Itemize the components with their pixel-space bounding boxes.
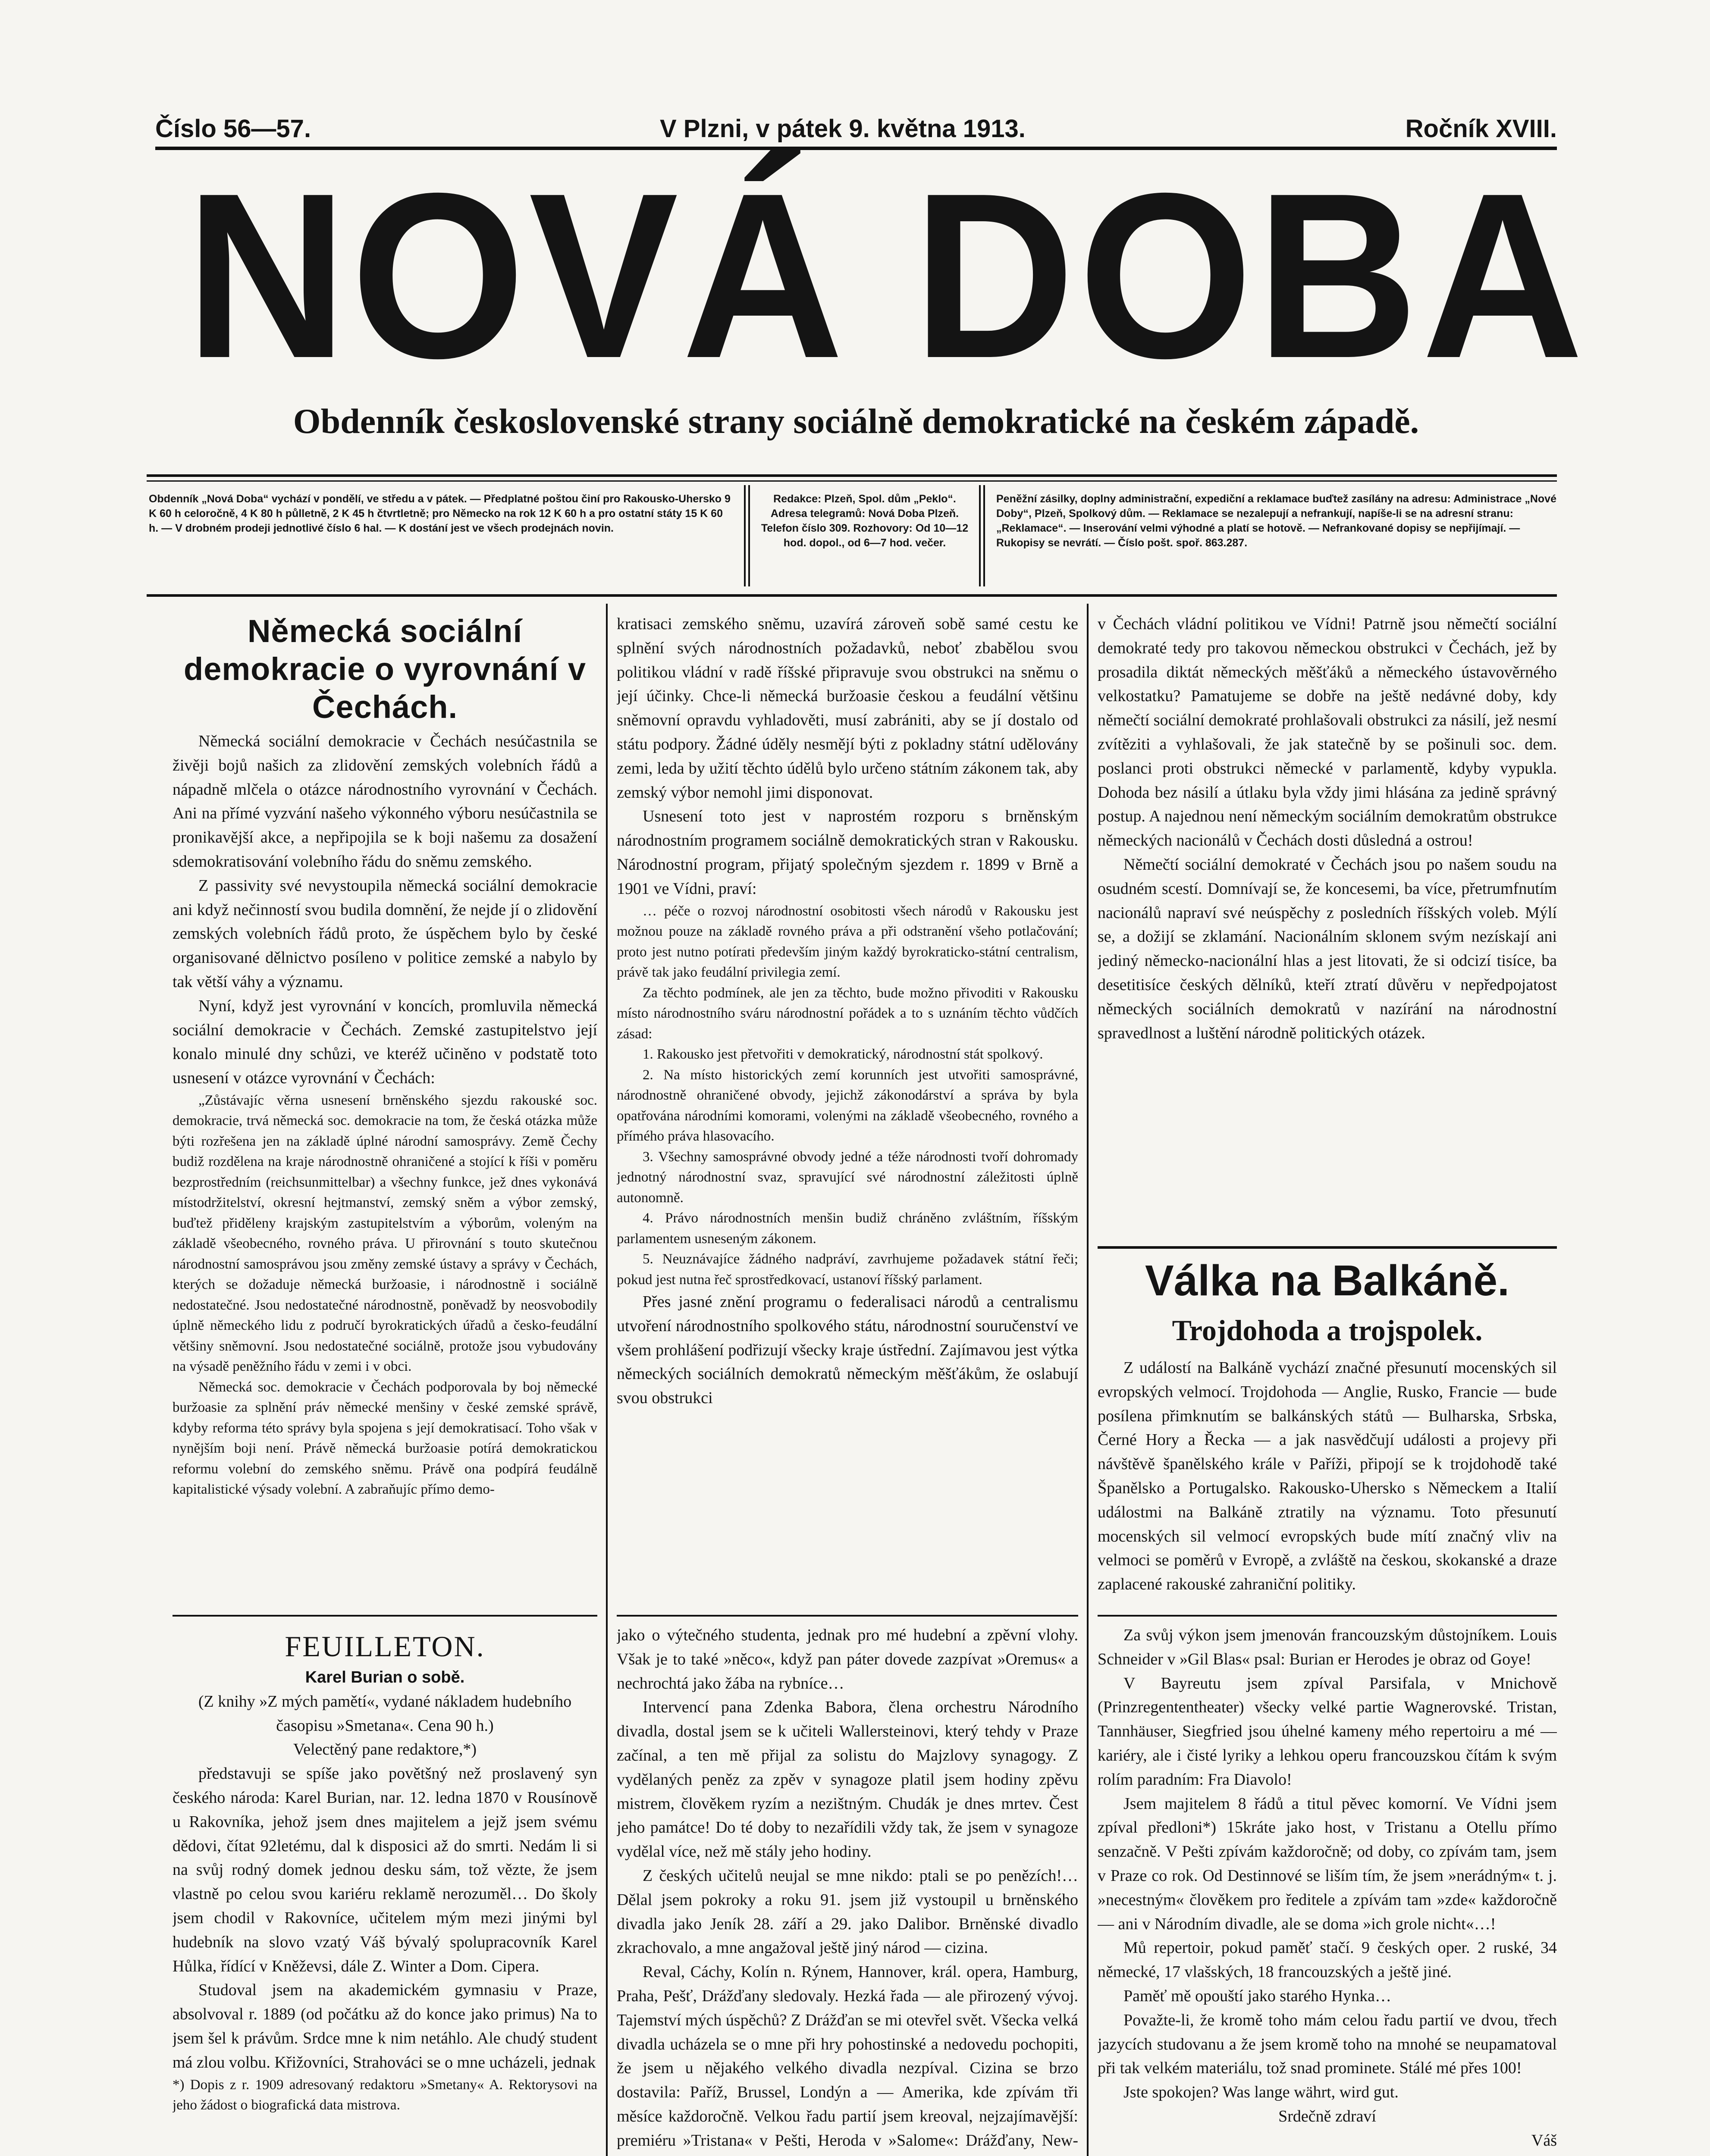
volume-number: Ročník XVIII. bbox=[1405, 115, 1557, 143]
article-quote: Za těchto podmínek, ale jen za těchto, bude možno přivoditi v Rakousku místo národnostního sváru národnostní pořádek a to s uznáním těchto vůdčích zásad: bbox=[617, 985, 1078, 1042]
column-3-feuilleton bbox=[1098, 1623, 1557, 2156]
balkan-rule bbox=[1098, 1246, 1557, 1249]
info-top-rule bbox=[147, 474, 1557, 477]
column-rule-2 bbox=[1087, 604, 1089, 2156]
article-paragraph: Usnesení toto jest v naprostém rozporu s brněnským národnostním programem sociálně demokratických stran v Rakousku. Národnostní program, přijatý společným sjezdem r. 1899 v Brně a 1901 ve Vídni, praví: bbox=[617, 807, 1078, 898]
administration-text: Peněžní zásilky, doplny administrační, expediční a reklamace buďtež zasílány na adresu: Administrace „Nové Doby“, Plzeň, Spolkový dům. — Reklamace se nezalepují a nefrankují, napíše-li se na adresní stranu: „Reklamace“. — Inserování velmi výhodné a platí se hotově. — Nefrankované dopisy se nepřijímají. — Rukopisy se nevrátí. — Číslo pošt. spoř. 863.287. bbox=[996, 493, 1556, 549]
info-divider-1b bbox=[748, 485, 750, 586]
feuilleton-paragraph: Z českých učitelů neujal se mne nikdo: ptali se po penězích!… Dělal jsem pokroky a roku 91. jsem již vystoupil u brněnského divadla jako Jeník 28. září a 29. jako Dalibor. Brněnské divadlo zkrachovalo, a mne angažoval ještě jiný národ — cizina. bbox=[617, 1866, 1078, 1957]
feuilleton-paragraph: Intervencí pana Zdenka Babora, člena orchestru Národního divadla, dostal jsem se k učiteli Wallersteinovi, který tehdy v Praze začínal, a ten mě přijal za solistu do Majzlovy synagogy. Z vydělaných peněz za zpěv v synagoze platil jsem hodiny zpěvu mistrem, člověkem ryzím a nezištným. Chudák je dnes mrtev. Čest jeho památce! Do té doby to nezařídili vždy tak, že jsem v synagoze vydělal více, než mě stály jeho hodiny. bbox=[617, 1698, 1078, 1861]
column-3-balkan bbox=[1098, 1253, 1557, 1611]
feuilleton-source: (Z knihy »Z mých pamětí«, vydané nákladem hudebního časopisu »Smetana«. Cena 90 h.) bbox=[198, 1692, 572, 1735]
balkan-headline: Válka na Balkáně. bbox=[1145, 1257, 1509, 1305]
feuilleton-closing: Srdečně zdraví bbox=[1278, 2107, 1376, 2125]
article-quote: „Zůstávajíc věrna usnesení brněnského sjezdu rakouské soc. demokracie, trvá německá soc. demokracie na tom, že česká otázka může býti rozřešena jen na základě úplné národní samosprávy. Země Čechy budiž rozdělena na kraje národnostně ohraničené a stojící k říši v poměru bezprostředním (reichsunmittelbar) a všechny funkce, jež dnes vykonává místodržitelství, okresní hejtmanství, zemský sněm a výbor zemský, buďtež přiděleny krajským zastupitelstvím a výborům, voleným na základě všeobecného, rovného práva. U přirovnání s touto skutečnou národnostní samosprávou jsou změny zemské ústavy a správy v Čechách, kterých se dožaduje německá buržoasie, i národnostně i sociálně nedostatečné. Jsou nedostatečné národnostně, poněvadž by neosvobodily úplně německého lidu z područí byrokratických úřadů a česko-feudální většiny sněmovní. Jsou nedostatečné sociálně, protože jsou vybudovány na výsadě peněžního řádu v zemi i v obci. bbox=[173, 1092, 597, 1375]
feuilleton-signature-2 bbox=[1098, 2153, 1557, 2156]
article-paragraph: v Čechách vládní politikou ve Vídni! Patrně jsou němečtí sociální demokraté tedy pro takovou německou obstrukci v Čechách, jež by prosadila diktát německých měšťáků a německého ústavověrného velkostatku? Pamatujeme se dobře na ještě nedávné doby, kdy němečtí sociální demokraté prohlašovali obstrukci za násilí, jež nesmí zvítěziti a vyhlašovali, že jak statečně by se pošinuli soc. dem. poslanci proti obstrukci německé v parlamentě, kdyby vypukla. Dohoda bez násilí a útlaku byla vždy jimi hlásána za jedině správný postup. A najednou není německým sociálním demokratům obstrukce německých nacionálů v Čechách dosti důsledná a ostrou! bbox=[1098, 615, 1557, 850]
column-1-article bbox=[173, 612, 597, 1608]
column-2-feuilleton bbox=[617, 1623, 1078, 2156]
article-paragraph: Němečtí sociální demokraté v Čechách jsou po našem soudu na osudném scestí. Domnívají se, že koncesemi, ba více, přetrumfnutím nacionálů napraví své neúspěchy z posledních říšských voleb. Mýlí se, a dožijí se zklamání. Nacionálním sklonem svým nezískají ani jediný německo-nacionální hlas a jest litovati, že si odcizí tisíce, ba desetitisíce českých dělníků, kteří ztratí důvěru v nepředpojatost německých sociálních demokratů v nazírání na národnostní spravedlnost a luštění národně politických otázek. bbox=[1098, 855, 1557, 1042]
article-paragraph: kratisaci zemského sněmu, uzavírá zároveň sobě samé cestu ke splnění svých národnostních požadavků, neboť zbabělou svou politikou vládní v radě říšské připravuje svou obstrukci na sněmu o její účinky. Chce-li německá buržoasie českou a feudální většinu sněmovní opravdu vyhladověti, musí zabrániti, aby se jí dostalo od státu podpory. Žádné úděly nesmějí býti z pokladny státní udělovány zemi, leda by užití těchto údělů bylo určeno státním zákonem tak, aby zemský výbor nemohl jimi disponovat. bbox=[617, 615, 1078, 802]
editorial-info bbox=[759, 492, 970, 591]
column-2-rule bbox=[617, 1615, 1078, 1617]
article-paragraph: Německá sociální demokracie v Čechách nesúčastnila se živěji bojů našich za zlidovění zemských volebních řádů a nápadně mlčela o otázce národnostního vyrovnání v Čechách. Ani na přímé vyzvání našeho výkonného výboru nesúčastnila se pronikavější akce, a nepřipojila se k boji našemu za dosažení sdemokratisování volebního řádu do sněmu zemského. bbox=[173, 732, 597, 871]
info-divider-2b bbox=[983, 485, 985, 586]
article-quote: … péče o rozvoj národnostní osobitosti všech národů v Rakousku jest možnou pouze na základě rovného práva a při odstranění všeho potlačování; proto jest nutno potírati především jiným každý byrokraticko-státní centralism, právě tak jako feudální privilegia zemí. bbox=[617, 903, 1078, 981]
info-divider-2 bbox=[979, 485, 981, 586]
feuilleton-paragraph: jako o výtečného studenta, jednak pro mé hudební a zpěvní vlohy. Však je to také »něco«, když pan páter dovede zazpívat »Oremus« a nechrochtá jako žába na rybníce… bbox=[617, 1626, 1078, 1692]
feuilleton-paragraph: Považte-li, že kromě toho mám celou řadu partií ve dvou, třech jazycích studovanu a že jsem kromě toho na mnohé se neupamatoval při tak velkém materiálu, tož snad prominete. Stálé mé přes 100! bbox=[1098, 2011, 1557, 2078]
feuilleton-paragraph: představuji se spíše jako povětšný než proslavený syn českého národa: Karel Burian, nar. 12. ledna 1870 v Rousínově u Rakovníka, jehož jsem dnes majitelem a jejž jsem svému dědovi, čítat 92letému, dal k disposici až do smrti. Nedám li si na svůj rodný domek jednou desku sám, tož vězte, že jsem vlastně po celou svou kariéru reklamě nerozuměl… Do školy jsem chodil v Rakovníce, učitelem mým mezi jinými byl hudebník na slovo vzatý Váš bývalý spolupracovník Karel Hůlka, řídící v Kněževsi, dále Z. Winter a Dom. Cipera. bbox=[173, 1764, 597, 1975]
program-point: 5. Neuznávajíce žádného nadpráví, zavrhujeme požadavek státní řeči; pokud jest nutna řeč sprostředkovací, ustanoví říšský parlament. bbox=[617, 1251, 1078, 1288]
masthead-subtitle: Obdenník československé strany sociálně demokratické na českém západě. bbox=[293, 401, 1419, 441]
subscription-text: Obdenník „Nová Doba“ vychází v pondělí, ve středu a v pátek. — Předplatné poštou činí pro Rakousko-Uhersko 9 K 60 h celoročně, 4 K 80 h půlletně, 2 K 45 h čtvrtletně; pro Německo na rok 12 K 60 h a pro ostatní státy 15 K 60 h. — V drobném prodeji jednotlivé číslo 6 hal. — K dostání jest ve všech prodejnách novin. bbox=[149, 493, 731, 534]
administration-info bbox=[996, 492, 1557, 591]
feuilleton-salutation: Velectěný pane redaktore,*) bbox=[293, 1740, 477, 1759]
feuilleton-footnote: *) Dopis z r. 1909 adresovaný redaktoru »Smetany« A. Rektorysovi na jeho žádost o biografická data mistrova. bbox=[173, 2077, 597, 2113]
editorial-text: Redakce: Plzeň, Spol. dům „Peklo“. Adresa telegramů: Nová Doba Plzeň. Telefon číslo 309. Rozhovory: Od 10—12 hod. dopol., od 6—7 hod. večer. bbox=[761, 493, 969, 549]
program-point: 2. Na místo historických zemí korunních jest utvořiti samosprávné, národnostně ohraničené obvody, jejichž zákonodárství a správa by byla opatřována národními komorami, volenými na základě všeobecného, rovného a přímého práva hlasovacího. bbox=[617, 1067, 1078, 1144]
info-divider-1 bbox=[744, 485, 746, 586]
article-paragraph: Německá soc. demokracie v Čechách podporovala by boj německé buržoasie za splnění práv německé menšiny v české zemské správě, kdyby reforma této správy byla spojena s její demokratisací. Toho však v nynějším boji není. Právě německá buržoasie potírá demokratickou reformu volební do zemského sněmu. Právě ona podpírá feudálně kapitalistické výsady volební. A zabraňujíc přímo demo- bbox=[173, 1379, 597, 1498]
balkan-subheadline: Trojdohoda a trojspolek. bbox=[1172, 1314, 1483, 1347]
feuilleton-paragraph: Jsem majitelem 8 řádů a titul pěvec komorní. Ve Vídni jsem zpíval předloni*) 15kráte jako host, v Tristanu a Otellu přímo senzačně. V Pešti zpívám každoročně; od doby, co zpívám tam, jsem v Praze co rok. Od Destinnové se liším tím, že jsem »nerádným« t. j. »necestným« člověkem pro ředitele a zpívám tam »zde« každoročně — ani v Národním divadle, ale se doma »ich grole nicht«…! bbox=[1098, 1794, 1557, 1933]
program-point: 1. Rakousko jest přetvořiti v demokratický, národnostní stát spolkový. bbox=[643, 1047, 1043, 1062]
feuilleton-paragraph: Reval, Cáchy, Kolín n. Rýnem, Hannover, král. opera, Hamburg, Praha, Pešť, Drážďany sledovaly. Hezká řada — ale přirozený vývoj. Tajemství mých úspěchů? Z Drážďan se mi otevřel svět. Všecka velká divadla ucházela se o mne při hry pohostinské a nedovedu pochopiti, že jsem u nějakého velkého divadla nezpíval. Cizina se brzo dostavila: Paříž, Brussel, Londýn a — Amerika, kde zpívám tři měsíce každoročně. Velkou řadu partií jsem kreoval, nejzajímavější: premiéru »Tristana« v Pešti, Heroda v »Salome«: Drážďany, New- bbox=[617, 1963, 1078, 2150]
feuilleton-label: FEUILLETON. bbox=[285, 1630, 485, 1663]
feuilleton-paragraph: Za svůj výkon jsem jmenován francouzským důstojníkem. Louis Schneider v »Gil Blas« psal: Burian er Herodes je obraz od Goye! bbox=[1098, 1626, 1557, 1668]
column-1-feuilleton bbox=[173, 1623, 597, 2156]
feuilleton-rule bbox=[173, 1615, 597, 1617]
place-date: V Plzni, v pátek 9. května 1913. bbox=[660, 115, 1026, 143]
column-2-article bbox=[617, 612, 1078, 1608]
feuilleton-paragraph: Paměť mě opouští jako starého Hynka… bbox=[1123, 1987, 1391, 2005]
column-3-article bbox=[1098, 612, 1557, 1242]
program-point: 4. Právo národnostních menšin budiž chráněno zvláštním, říšským parlamentem usneseným zákonem. bbox=[617, 1210, 1078, 1247]
info-top-rule-thin bbox=[147, 480, 1557, 482]
article-headline: Německá sociální demokracie o vyrovnání v Čechách. bbox=[184, 613, 586, 725]
program-point: 3. Všechny samosprávné obvody jedné a téže národnosti tvoří dohromady jednotný národnostní svaz, spravující své národnostní záležitosti úplně autonomně. bbox=[617, 1149, 1078, 1206]
feuilleton-signature-1: Váš bbox=[1531, 2131, 1557, 2150]
subscription-info bbox=[149, 492, 735, 591]
masthead-title: NOVÁ DOBA bbox=[185, 144, 1587, 407]
article-paragraph: Přes jasné znění programu o federalisaci národů a centralismu utvoření národnostního spolkového státu, národnostní souručenství ve všem prohlášení podřizují všecky kraje ústřední. Zajímavou jest výtka německých sociálních demokratů německým měšťákům, že oslabují svou obstrukci bbox=[617, 1293, 1078, 1407]
feuilleton-paragraph: V Bayreutu jsem zpíval Parsifala, v Mnichově (Prinzregententheater) všecky velké partie Wagnerovské. Tristan, Tannhäuser, Siegfried jsou úhelné kameny mého repertoiru a mé — kariéry, ale i čisté lyriky a lehkou operu francouzskou čítám k svým rolím paradním: Fra Diavolo! bbox=[1098, 1674, 1557, 1789]
balkan-paragraph: Z událostí na Balkáně vychází značné přesunutí mocenských sil evropských velmocí. Trojdohoda — Anglie, Rusko, Francie — bude posílena přimknutím se balkánských států — Bulharska, Srbska, Černé Hory a Řecka — a jak nasvědčují události a projevy při návštěvě španělského krále v Paříži, připojí se k trojdohodě také Španělsko a Portugalsko. Rakousko-Uhersko s Německem a Italií událostmi na Balkáně ztratily na významu. Toto přesunutí mocenských sil velmocí evropských bude mítí značný vliv na velmoci se poměrů v Evropě, a zvláště na českou, skokanské a draze zaplacené rakouské zahraniční politiky. bbox=[1098, 1359, 1557, 1594]
feuilleton-paragraph: Studoval jsem na akademickém gymnasiu v Praze, absolvoval r. 1889 (od počátku až do konce jako primus) Na to jsem šel k právům. Srdce mne k nim netáhlo. Ale chudý student má zlou volbu. Křižovníci, Strahováci se o mne ucházeli, jednak bbox=[173, 1981, 597, 2071]
issue-number: Číslo 56—57. bbox=[155, 115, 311, 143]
feuilleton-title: Karel Burian o sobě. bbox=[305, 1668, 465, 1686]
column-3-rule bbox=[1098, 1615, 1557, 1617]
info-bottom-rule bbox=[147, 594, 1557, 597]
article-paragraph: Z passivity své nevystoupila německá sociální demokracie ani když nečinností svou budila domnění, že nejde jí o zlidovění zemských volebních řádů proto, že úspěchem bylo by české organisované dělnictvo posíleno v politice zemské a nabylo by tak větší váhy a významu. bbox=[173, 876, 597, 991]
feuilleton-paragraph: Mů repertoir, pokud paměť stačí. 9 českých oper. 2 ruské, 34 německé, 17 vlašských, 18 francouzských a ještě jiné. bbox=[1098, 1939, 1557, 1981]
feuilleton-paragraph: Jste spokojen? Was lange währt, wird gut. bbox=[1123, 2083, 1399, 2102]
column-rule-1 bbox=[606, 604, 608, 2156]
article-paragraph: Nyní, když jest vyrovnání v koncích, promluvila německá sociální demokracie v Čechách. Zemské zastupitelstvo její konalo minulé dny schůzi, ve kteréž učiněno v podstatě toto usnesení v otázce vyrovnání v Čechách: bbox=[173, 997, 597, 1087]
